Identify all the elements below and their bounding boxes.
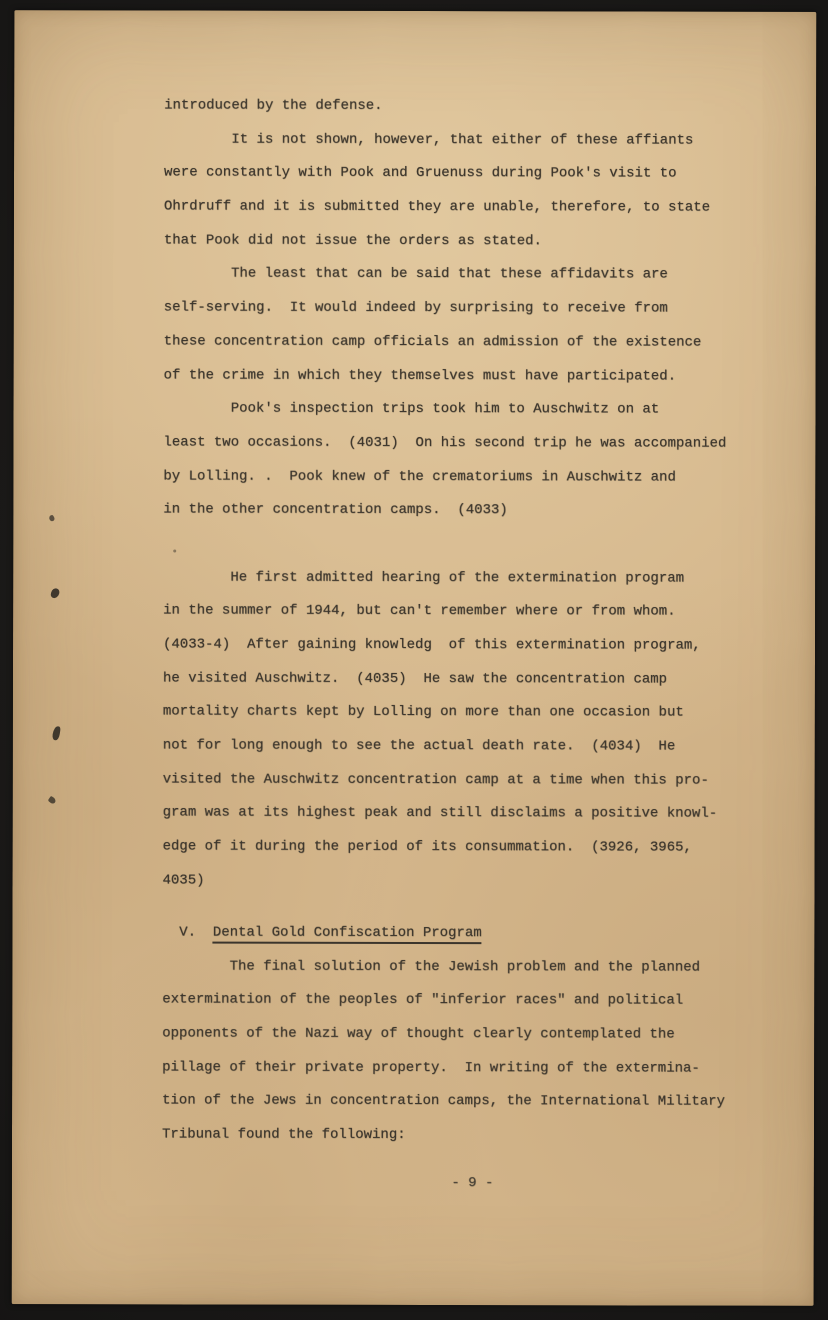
text-line: gram was at its highest peak and still disclaims a positive knowl- xyxy=(162,804,718,823)
text-line: were constantly with Pook and Gruenuss during Pook's visit to xyxy=(163,164,677,182)
ink-speck xyxy=(52,726,61,741)
section-heading xyxy=(162,917,757,952)
section-title: Dental Gold Confiscation Program xyxy=(213,925,482,945)
text-line: he visited Auschwitz. (4035) He saw the concentration camp xyxy=(162,670,668,688)
text-line: extermination of the peoples of "inferior races" and political xyxy=(162,991,684,1009)
ink-speck xyxy=(50,587,60,599)
text-line: opponents of the Nazi way of thought clearly contemplated the xyxy=(162,1025,675,1043)
text-line: introduced by the defense. xyxy=(164,97,383,114)
text-line: least two occasions. (4031) On his second trip he was accompanied xyxy=(163,434,727,452)
section-numeral: V. xyxy=(162,924,213,941)
text-line: mortality charts kept by Lolling on more than one occasion but xyxy=(162,703,684,721)
text-line: pillage of their private property. In writing of the extermina- xyxy=(162,1059,700,1077)
text-line: self-serving. It would indeed by surprising to receive from xyxy=(163,299,668,317)
text-line: in the summer of 1944, but can't remember where or from whom. xyxy=(163,602,676,620)
text-line: 4035) xyxy=(162,872,205,889)
document-body xyxy=(162,89,759,1201)
text-line: that Pook did not issue the orders as stated. xyxy=(163,232,542,250)
text-line: Tribunal found the following: xyxy=(161,1126,406,1144)
text-line: not for long enough to see the actual death rate. (4034) He xyxy=(162,737,676,755)
blank-gap xyxy=(162,1152,757,1167)
text-line: The final solution of the Jewish problem and the planned xyxy=(162,958,701,976)
text-line: The least that can be said that these affidavits are xyxy=(163,265,668,283)
blank-gap xyxy=(163,527,758,562)
text-line: tion of the Jews in concentration camps, the International Military xyxy=(162,1092,725,1111)
page-number: - 9 - xyxy=(451,1175,494,1192)
text-line: visited the Auschwitz concentration camp at a time when this pro- xyxy=(162,771,709,789)
ink-speck xyxy=(173,549,176,552)
ink-speck xyxy=(48,514,55,522)
text-line: Ohrdruff and it is submitted they are unable, therefore, to state xyxy=(163,198,711,216)
text-line: edge of it during the period of its consummation. (3926, 3965, xyxy=(162,838,692,856)
text-line: (4033-4) After gaining knowledg of this extermination program, xyxy=(163,636,701,654)
document-page xyxy=(12,10,817,1306)
text-line: these concentration camp officials an admission of the existence xyxy=(163,333,702,351)
text-line: It is not shown, however, that either of these affiants xyxy=(164,131,694,149)
text-line: Pook's inspection trips took him to Auschwitz on at xyxy=(163,400,660,418)
text-line: He first admitted hearing of the extermination program xyxy=(163,569,685,587)
blank-gap xyxy=(162,898,757,918)
text-line: by Lolling. . Pook knew of the crematoriums in Auschwitz and xyxy=(163,468,676,486)
text-line: of the crime in which they themselves must have participated. xyxy=(163,366,677,385)
text-line: in the other concentration camps. (4033) xyxy=(163,501,508,519)
ink-speck xyxy=(48,796,57,805)
